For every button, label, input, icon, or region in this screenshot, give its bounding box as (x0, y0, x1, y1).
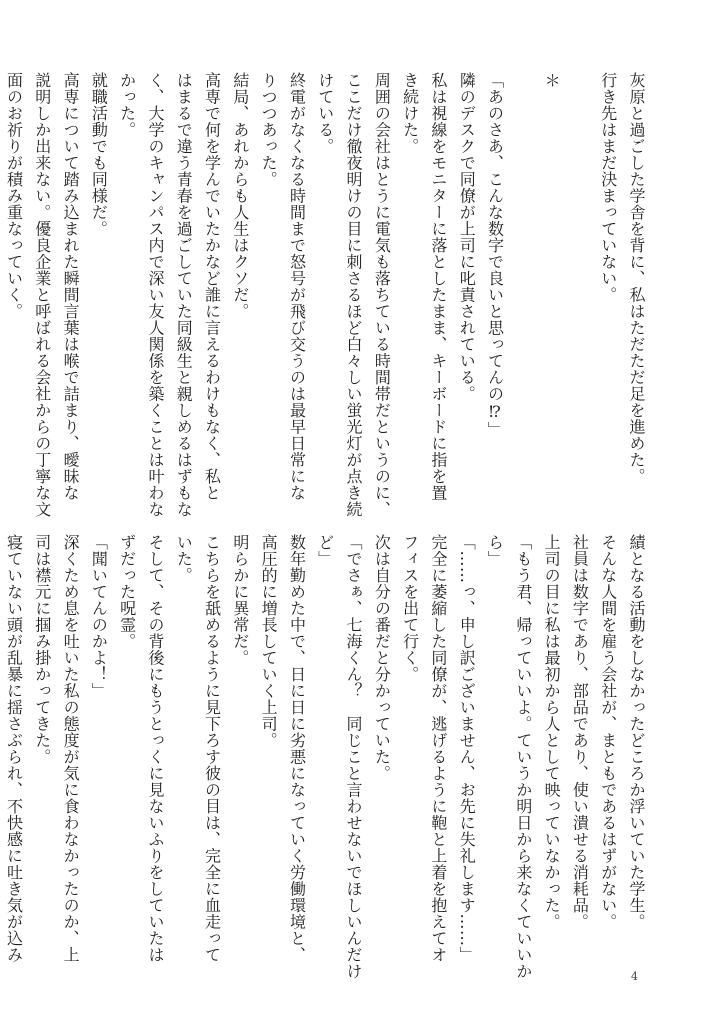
text-line: 説明しか出来ない。優良企業と呼ばれる会社からの丁寧な文 (32, 72, 52, 518)
text-line: こちらを舐めるように見下ろす彼の目は、完全に血走って (202, 534, 222, 963)
text-line: 「もう君、帰っていいよ。ていうか明日から来なくていいか (513, 534, 533, 980)
text-line: 「……っ、申し訳ございません、お先に失礼します……」 (457, 534, 477, 963)
text-line: 「聞いてんのかよ！」 (89, 534, 109, 699)
text-line: き続けた。 (400, 72, 420, 155)
text-line: 灰原と過ごした学舎を背に、私はただただ足を進めた。 (627, 72, 646, 485)
text-line: 隣のデスクで同僚が上司に叱責されている。 (457, 72, 477, 402)
text-line: 「でさぁ、七海くん？ 同じこと言わせないでほしいんだけ (344, 534, 364, 980)
text-line: 数年勤めた中で、日に日に劣悪になっていく労働環境と、 (287, 534, 307, 963)
text-line: フィスを出て行く。 (400, 534, 420, 683)
text-line: 高専について踏み込まれた瞬間言葉は喉で詰まり、曖昧な (61, 72, 81, 501)
text-line: 高圧的に増長していく上司。 (259, 534, 279, 749)
text-line: 周囲の会社はとうに電気も落ちている時間帯だというのに、 (372, 72, 392, 518)
text-line: そして、その背後にもうとっくに見ないふりをしていたは (145, 534, 165, 963)
lower-text-block (4, 534, 650, 980)
text-line: 深くため息を吐いた私の態度が気に食わなかったのか、上 (61, 534, 81, 963)
upper-text-block (4, 72, 650, 518)
text-line: 次は自分の番だと分かっていた。 (372, 534, 392, 782)
text-line: 司は襟元に掴み掛かってきた。 (32, 534, 52, 765)
text-line: かった。 (117, 72, 137, 138)
text-line (509, 72, 537, 504)
text-line: ＊ (542, 72, 562, 89)
text-line: 就職活動でも同様だ。 (89, 72, 109, 237)
text-line: 行き先はまだ決まっていない。 (598, 72, 618, 303)
text-line: 「あのさあ、こんな数字で良いと思ってんの⁉」 (485, 72, 505, 438)
text-line: 寝ていない頭が乱暴に揺さぶられ、不快感に吐き気が込み (4, 534, 24, 963)
text-line: ここだけ徹夜明けの目に刺さるほど白々しい蛍光灯が点き続 (344, 72, 364, 518)
text-line: く、大学のキャンパス内で深い友人関係を築くことは叶わな (145, 72, 165, 518)
text-line: 面のお祈りが積み重なっていく。 (4, 72, 24, 320)
text-line: 明らかに異常だ。 (230, 534, 250, 666)
text-line: 上司の目に私は最初から人として映っていなかった。 (542, 534, 562, 930)
text-line: そんな人間を雇う会社が、まともであるはずがない。 (598, 534, 618, 930)
text-line: いた。 (174, 534, 194, 584)
text-line: 終電がなくなる時間まで怒号が飛び交うのは最早日常にな (287, 72, 307, 501)
text-line: 高専で何を学んでいたかなど誰に言えるわけもなく、私と (202, 72, 222, 501)
text-line: けている。 (315, 72, 335, 155)
text-line: 結局、あれからも人生はクソだ。 (230, 72, 250, 320)
text-line: ら」 (485, 534, 505, 567)
text-line: 完全に萎縮した同僚が、逃げるように鞄と上着を抱えてオ (428, 534, 448, 963)
text-line: 私は視線をモニターに落としたまま、キーボードに指を置 (428, 72, 448, 501)
text-line: ずだった呪霊。 (117, 534, 137, 650)
text-line: はまるで違う青春を過ごしていた同級生と親しめるはずもな (174, 72, 194, 518)
text-line: 社員は数字であり、部品であり、使い潰せる消耗品。 (570, 534, 590, 930)
text-line: りつつあった。 (259, 72, 279, 188)
text-line (565, 72, 593, 504)
text-line: ど」 (315, 534, 335, 567)
text-line: 績となる活動をしなかったどころか浮いていた学生。 (627, 534, 646, 930)
page-number: 4 (631, 970, 638, 983)
